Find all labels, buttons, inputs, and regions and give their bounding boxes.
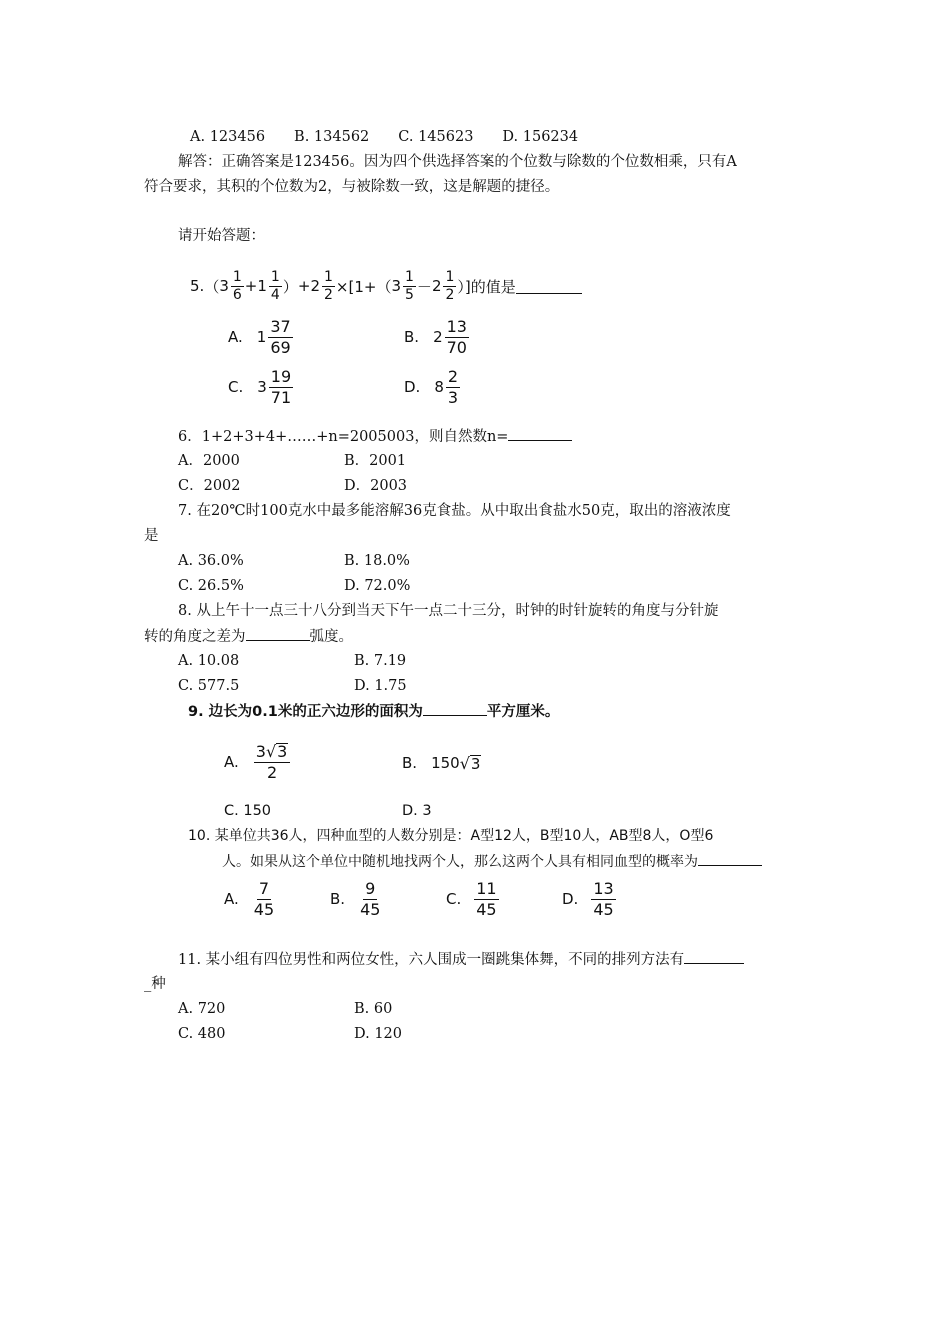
q10-option-d xyxy=(562,876,617,922)
q10-option-a xyxy=(224,876,277,922)
q5-term3 xyxy=(310,269,335,304)
q11-line1 xyxy=(178,949,744,970)
q10-line2 xyxy=(222,851,762,872)
q11-answer-blank xyxy=(684,949,744,964)
q5-label: 5. xyxy=(190,277,205,295)
q11-option-d: D. 120 xyxy=(354,1026,403,1042)
q5-tail: ）]的值是 xyxy=(457,277,516,296)
q5-term1-num: 1 xyxy=(232,268,242,285)
q5-expression xyxy=(190,263,582,309)
q5-option-d-num: 2 xyxy=(447,366,459,386)
q7-option-a: A. 36.0% xyxy=(178,553,244,569)
q6-text xyxy=(178,426,572,447)
q5-close-paren: ） xyxy=(282,277,298,296)
q6-option-c: C．2002 xyxy=(178,478,241,494)
q5-times-bracket: ×[1+（ xyxy=(335,277,392,296)
q6-answer-blank xyxy=(508,426,572,441)
q5-option-d-whole: 8 xyxy=(434,378,444,396)
q5-option-b-den: 70 xyxy=(446,337,467,357)
q5-term1 xyxy=(219,269,244,304)
q5-term5 xyxy=(432,269,457,304)
q8-option-d: D. 1.75 xyxy=(354,678,407,694)
q5-term3-whole: 2 xyxy=(310,277,320,295)
q7-line1: 7. 在20℃时100克水中最多能溶解36克食盐。从中取出食盐水50克，取出的溶液浓度 xyxy=(178,503,731,519)
q5-term5-num: 1 xyxy=(445,268,455,285)
q10-option-a-num: 7 xyxy=(258,878,270,898)
prompt: 请开始答题： xyxy=(178,228,265,244)
q11-option-b: B. 60 xyxy=(354,1001,393,1017)
q8-line1: 8. 从上午十一点三十八分到当天下午一点二十三分，时钟的时针旋转的角度与分针旋 xyxy=(178,603,719,619)
q5-option-d-den: 3 xyxy=(447,387,459,407)
q5-term4-num: 1 xyxy=(405,268,414,285)
q6-option-a: A．2000 xyxy=(178,453,240,469)
q10-option-c-den: 45 xyxy=(476,899,497,919)
q9-option-b-letter: B. xyxy=(402,754,418,772)
q9-unit: 平方厘米。 xyxy=(486,704,560,720)
q8-line2 xyxy=(144,626,353,647)
q9-option-c: C. 150 xyxy=(224,803,272,819)
q5-option-c-den: 71 xyxy=(270,387,292,407)
q9-text xyxy=(188,701,559,722)
q10-option-a-letter: A. xyxy=(224,890,239,908)
q9-option-d: D. 3 xyxy=(402,803,432,819)
q5-term1-den: 6 xyxy=(232,286,242,303)
q5-option-c-letter: C. xyxy=(228,378,244,396)
q10-option-b-letter: B. xyxy=(330,890,346,908)
q9-option-a xyxy=(224,738,291,786)
q8-option-c: C. 577.5 xyxy=(178,678,240,694)
q5-option-a-letter: A. xyxy=(228,328,243,346)
q5-plus2: + xyxy=(297,277,311,295)
q5-option-c-whole: 3 xyxy=(257,378,267,396)
q5-option-c xyxy=(228,364,294,410)
q9-option-a-letter: A. xyxy=(224,753,239,771)
q9-option-a-den: 2 xyxy=(266,762,278,782)
q8-option-a: A. 10.08 xyxy=(178,653,240,669)
q7-option-b: B. 18.0% xyxy=(344,553,410,569)
q10-option-c xyxy=(446,876,500,922)
q9-option-b xyxy=(402,752,481,774)
q5-option-d-letter: D. xyxy=(404,378,421,396)
q11-line2: _种 xyxy=(144,976,166,992)
q5-option-c-num: 19 xyxy=(270,366,292,386)
q5-term4-whole: 3 xyxy=(391,277,401,295)
q9-answer-blank xyxy=(423,701,487,716)
q10-option-d-num: 13 xyxy=(593,878,614,898)
q9-stem: 9. 边长为0.1米的正六边形的面积为 xyxy=(188,704,423,720)
q5-option-a-whole: 1 xyxy=(256,328,267,346)
q5-term2 xyxy=(257,269,282,304)
q10-option-a-den: 45 xyxy=(253,899,275,919)
q9-option-a-radicand: 3 xyxy=(277,742,288,761)
q5-term3-den: 2 xyxy=(323,286,333,303)
q10-answer-blank xyxy=(698,851,762,866)
q10-option-b-num: 9 xyxy=(365,878,376,898)
q10-option-b xyxy=(330,876,383,922)
q5-term1-whole: 3 xyxy=(219,277,229,295)
radical-icon: √ xyxy=(265,741,277,761)
q5-option-a xyxy=(228,314,294,360)
q8-line2-end: 弧度。 xyxy=(309,629,353,645)
q10-line1: 10. 某单位共36人，四种血型的人数分别是：A型12人，B型10人，AB型8人，O型6 xyxy=(188,828,714,844)
q5-option-b-num: 13 xyxy=(446,316,467,336)
q11-option-c: C. 480 xyxy=(178,1026,226,1042)
q10-option-b-den: 45 xyxy=(360,899,381,919)
q5-term4-den: 5 xyxy=(405,286,414,303)
q5-term2-num: 1 xyxy=(270,268,280,285)
q7-option-d: D. 72.0% xyxy=(344,578,411,594)
q11-option-a: A. 720 xyxy=(178,1001,226,1017)
q9-option-b-radicand: 3 xyxy=(470,754,481,773)
q9-option-b-coef: 150 xyxy=(431,754,460,772)
q5-option-b-whole: 2 xyxy=(433,328,443,346)
intro-options: A. 123456 B. 134562 C. 145623 D. 156234 xyxy=(190,129,579,145)
radical-icon: √ xyxy=(459,753,470,773)
q7-line2: 是 xyxy=(144,528,159,544)
q10-option-c-num: 11 xyxy=(476,878,497,898)
q5-plus1: + xyxy=(244,277,258,295)
intro-answer-line2: 符合要求，其积的个位数为2，与被除数一致，这是解题的捷径。 xyxy=(144,179,560,195)
q5-option-d xyxy=(404,364,461,410)
q8-option-b: B. 7.19 xyxy=(354,653,407,669)
q5-answer-blank xyxy=(516,279,582,294)
q10-line2-text: 人。如果从这个单位中随机地找两个人，那么这两个人具有相同血型的概率为 xyxy=(222,854,698,870)
q8-answer-blank xyxy=(246,626,310,641)
q5-term4 xyxy=(391,269,416,304)
q5-term3-num: 1 xyxy=(323,268,333,285)
q6-stem: 6．1+2+3+4+……+n=2005003，则自然数n= xyxy=(178,429,509,445)
q11-stem: 11. 某小组有四位男性和两位女性，六人围成一圈跳集体舞，不同的排列方法有 xyxy=(178,952,685,968)
q10-option-d-den: 45 xyxy=(593,899,614,919)
q5-term5-den: 2 xyxy=(445,286,455,303)
q5-option-a-den: 69 xyxy=(270,337,291,357)
q9-option-a-coef: 3 xyxy=(255,741,266,761)
q5-minus: － xyxy=(416,277,432,296)
q5-option-b xyxy=(404,314,470,360)
q5-term2-den: 4 xyxy=(270,286,280,303)
q5-term2-whole: 1 xyxy=(257,277,267,295)
q5-option-a-num: 37 xyxy=(270,316,291,336)
intro-answer-line1: 解答：正确答案是123456。因为四个供选择答案的个位数与除数的个位数相乘，只有A xyxy=(178,154,737,170)
q6-option-d: D．2003 xyxy=(344,478,408,494)
q10-option-d-letter: D. xyxy=(562,890,579,908)
q5-option-b-letter: B. xyxy=(404,328,420,346)
q7-option-c: C. 26.5% xyxy=(178,578,244,594)
q8-line2-start: 转的角度之差为 xyxy=(144,629,246,645)
q5-open-paren: （ xyxy=(204,277,220,296)
q10-option-c-letter: C. xyxy=(446,890,462,908)
q5-term5-whole: 2 xyxy=(431,277,442,295)
q6-option-b: B．2001 xyxy=(344,453,407,469)
